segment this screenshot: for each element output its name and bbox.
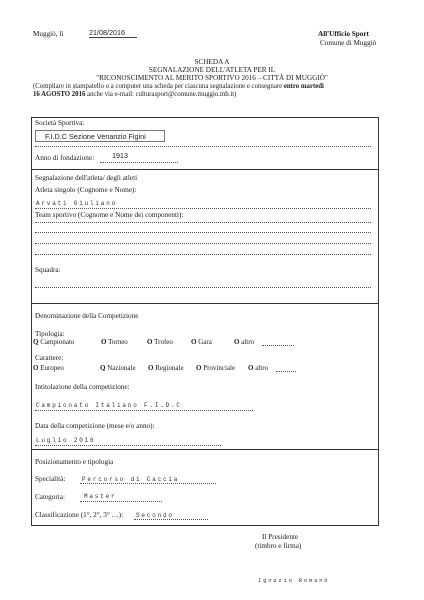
society-name-value: F.I.D.C Sezione Venanzio Figini xyxy=(45,132,146,141)
team-line-4 xyxy=(35,254,371,255)
squad-line xyxy=(35,287,371,288)
type-other-line xyxy=(262,345,294,346)
founded-value: 1913 xyxy=(112,151,128,160)
classification-line xyxy=(134,519,208,520)
competition-title-value: Campionato Italiano F.I.D.C xyxy=(36,402,182,409)
speciality-value: Percorso di Caccia xyxy=(82,476,180,483)
character-option-other[interactable]: O altro xyxy=(248,364,269,372)
character-option-provincial[interactable]: O Provinciale xyxy=(196,364,236,372)
date-field: 21/08/2016 xyxy=(89,28,137,38)
speciality-label: Specialità: xyxy=(35,475,66,483)
character-label: Carattere: xyxy=(35,354,64,362)
category-label: Categoria: xyxy=(35,493,65,501)
signature-name: Ignazio Romanò xyxy=(258,577,330,584)
squad-label: Squadra: xyxy=(35,266,61,274)
competition-section-label: Denominazione della Competizione xyxy=(35,312,139,320)
competition-title-label: Intitolazione della competizione: xyxy=(35,383,130,391)
form-code: SCHEDA A xyxy=(194,58,230,66)
character-option-national[interactable]: Q Nazionale xyxy=(100,364,136,372)
character-option-regional[interactable]: O Regionale xyxy=(148,364,184,372)
classification-label: Classificazione (1°, 2°, 3° …): xyxy=(35,511,124,519)
competition-date-value: Luglio 2016 xyxy=(36,437,96,444)
type-option-championship[interactable]: Q Campionato xyxy=(33,338,75,346)
athletes-section-label: Segnalazione dell'atleta/ degli atleti xyxy=(35,174,138,182)
founded-dotted-line xyxy=(100,162,178,163)
competition-title-line xyxy=(35,410,253,411)
place-label: Muggiò, lì xyxy=(33,30,64,38)
instructions-line2: 16 AGOSTO 2016 anche via e-mail: culturasport@comune.muggio.mb.it) xyxy=(33,91,237,98)
divider-athletes xyxy=(31,303,379,304)
category-value: Master xyxy=(84,493,117,500)
type-option-trophy[interactable]: O Trofeo xyxy=(147,338,173,346)
instructions-line1: (Compilare in stampatello o a computer una scheda per ciascuna segnalazione e consegnare entro martedì xyxy=(33,83,324,90)
type-option-other[interactable]: O altro xyxy=(234,338,255,346)
single-athlete-label: Atleta singolo (Cognome e Nome): xyxy=(35,186,137,194)
character-option-european[interactable]: O Europeo xyxy=(33,364,64,372)
single-athlete-line xyxy=(35,208,371,209)
signature-note: (timbro e firma) xyxy=(255,542,302,550)
form-title: "RICONOSCIMENTO AL MERITO SPORTIVO 2016 – CITTÀ DI MUGGIÒ" xyxy=(96,74,328,82)
team-label: Team sportivo (Cognome e Nome dei componenti): xyxy=(35,211,184,219)
team-line-3 xyxy=(35,243,371,244)
category-line xyxy=(80,501,162,502)
competition-date-line xyxy=(35,445,221,446)
placement-section-label: Posizionamento e tipologia xyxy=(35,458,114,466)
classification-value: Secondo xyxy=(136,512,174,519)
recipient-office: All'Ufficio Sport xyxy=(318,30,369,38)
form-subtitle: SEGNALAZIONE DELL'ATLETA PER IL xyxy=(148,66,276,74)
divider-competition xyxy=(31,449,379,450)
type-option-race[interactable]: O Gara xyxy=(191,338,212,346)
society-dotted-line xyxy=(35,146,371,147)
team-line-1 xyxy=(35,222,371,223)
speciality-line xyxy=(80,483,216,484)
single-athlete-value: Arvati Giuliano xyxy=(36,200,118,207)
recipient-municipality: Comune di Muggiò xyxy=(320,39,377,47)
society-label: Società Sportiva: xyxy=(35,119,85,127)
type-option-tournament[interactable]: O Torneo xyxy=(101,338,128,346)
divider-society xyxy=(31,169,379,170)
character-other-line xyxy=(276,371,296,372)
signature-role: Il Presidente xyxy=(262,533,299,541)
competition-date-label: Data della competizione (mese e/o anno): xyxy=(35,422,155,430)
type-label: Tipologia: xyxy=(35,330,65,338)
founded-label: Anno di fondazione: xyxy=(35,154,95,162)
team-line-2 xyxy=(35,232,371,233)
